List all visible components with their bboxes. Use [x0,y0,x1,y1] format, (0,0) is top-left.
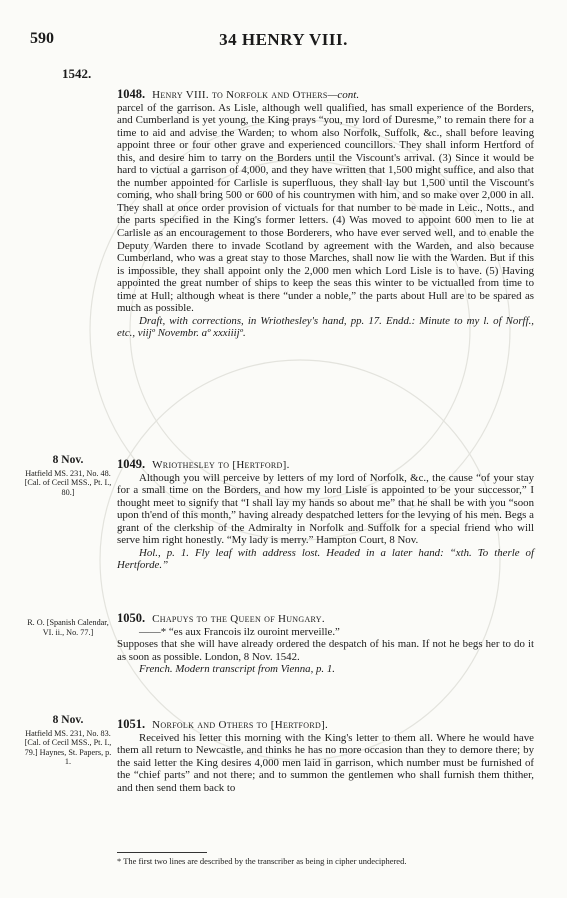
entry-paragraph: Received his letter this morning with the King's letter to them all. Where he would have them all return to Newcastle, and thinks he has no more occasion than they to demore there; by the said letter the King desires 4,000 men laid in garrison, which number must be furnished of the “chief parts” and not there; and to summon the gentlemen who shall furnish them thither, and then send them back to [117,731,534,794]
entry-date: 8 Nov. [52,714,84,726]
source-reference: Hatfield MS. 231, No. 83. [Cal. of Cecil MSS., Pt. I., 79.] Haynes, St. Papers, p. 1. [24,728,112,767]
entry-paragraph: Supposes that she will have already ordered the despatch of his man. If not he begs her to do it as soon as possible. London, 8 Nov. 1542. [117,638,534,663]
page-header [0,30,567,52]
sidenote-1051 [22,716,114,767]
entry-1048 [117,88,534,340]
entry-number: 1049. [117,457,146,471]
entry-1049 [117,458,534,572]
running-title: 34 HENRY VIII. [219,30,348,49]
footnote: * The first two lines are described by the transcriber as being in cipher undeciphered. [117,856,407,866]
source-reference: Hatfield MS. 231, No. 48. [Cal. of Cecil MSS., Pt. I., 80.] [24,468,112,497]
entry-number: 1050. [117,611,146,625]
sidenote-1049 [22,456,114,497]
entry-1051 [117,718,534,794]
entry-paragraph: Although you will perceive by letters of my lord of Norfolk, &c., the cause “of your stay for a small time on the Borders, and how my lord Lisle is appointed to be your successor,” I thought meet to signify that “I shall lay my hands so about me” that he shall be with you “soon upon th'end of this month,” having already despatched letters for the levying of his men. Begs a grant of the clerkship of the Admiralty in Norfolk and Suffolk for a special friend who will serve him right honestly. “My lady is merry.” Hampton Court, 8 Nov. [117,471,534,547]
footnote-divider [117,852,207,853]
source-reference: R. O. [Spanish Calendar, VI. ii., No. 77.] [27,618,109,637]
entry-heading [117,612,534,626]
entry-title: Wriothesley to [Hertford]. [152,459,290,471]
entry-title: Chapuys to the Queen of Hungary. [152,613,325,625]
entry-heading [117,718,534,732]
sidenote-1050 [22,618,114,637]
entry-number: 1048. [117,87,146,101]
entry-title: Norfolk and Others to [Hertford]. [152,719,329,731]
entry-paragraph: parcel of the garrison. As Lisle, although well qualified, has small experience of the Borders, and Cumberland is yet young, the King prays “you, my lord of Duresme,” to remain there for a time to aid and advise the Warden; to whom also Norfolk, Suffolk, &c., shall before leaving appoint three or four other grave and experienced councillors. They shall inform Hertford of this, and desire him to tarry on the Borders until the Viscount's arrival. (3) Since it would be hard to victual a garrison of 4,000, and they have written that 1,500 might suffice, and also that the number appointed for Carlisle is superfluous, they shall lay but 1,500 until the Viscount's coming, who shall bring 500 or 600 of his countrymen with him, and so make over 2,000 in all. They shall at once order provision of victuals for that number to be made in Leic., Notts., and the parts specified in the King's former letters. (4) Was moved to appoint 600 men to lie at Carlisle as an encouragement to those Borderers, who have ever served well, and to enable the Deputy Warden there to invade Scotland by agreement with the Warden, and also because Cumberland, who was a great stay to those Marches, shall now lie with the Warden. But if this is impossible, they shall appoint only the 2,000 men which Lord Lisle is to have. (5) Having appointed the great number of ships to keep the seas this winter to be victualled from time to time at Hull; although wheat is there “under a noble,” the parts about Hull are to be spared as much as possible. [117,101,534,315]
year-marker: 1542. [62,66,92,81]
entry-title-suffix: —cont. [327,89,360,101]
entry-note: French. Modern transcript from Vienna, p. 1. [139,663,335,676]
entry-note: Hol., p. 1. Fly leaf with address lost. Headed in a later hand: “xth. To therle of Hertforde.” [117,546,534,572]
page-number: 590 [30,30,54,47]
entry-date: 8 Nov. [52,454,84,466]
entry-heading [117,88,534,102]
entry-1050 [117,612,534,676]
entry-note: Draft, with corrections, in Wriothesley's hand, pp. 17. Endd.: Minute to my l. of Norff., etc., viijº Novembr. aº xxxiiijº. [117,314,534,340]
entry-heading [117,458,534,472]
entry-number: 1051. [117,717,146,731]
entry-title: Henry VIII. to Norfolk and Others [152,89,328,101]
entry-paragraph: ——* “es aux Francois ilz ouroint merveille.” [139,625,340,638]
